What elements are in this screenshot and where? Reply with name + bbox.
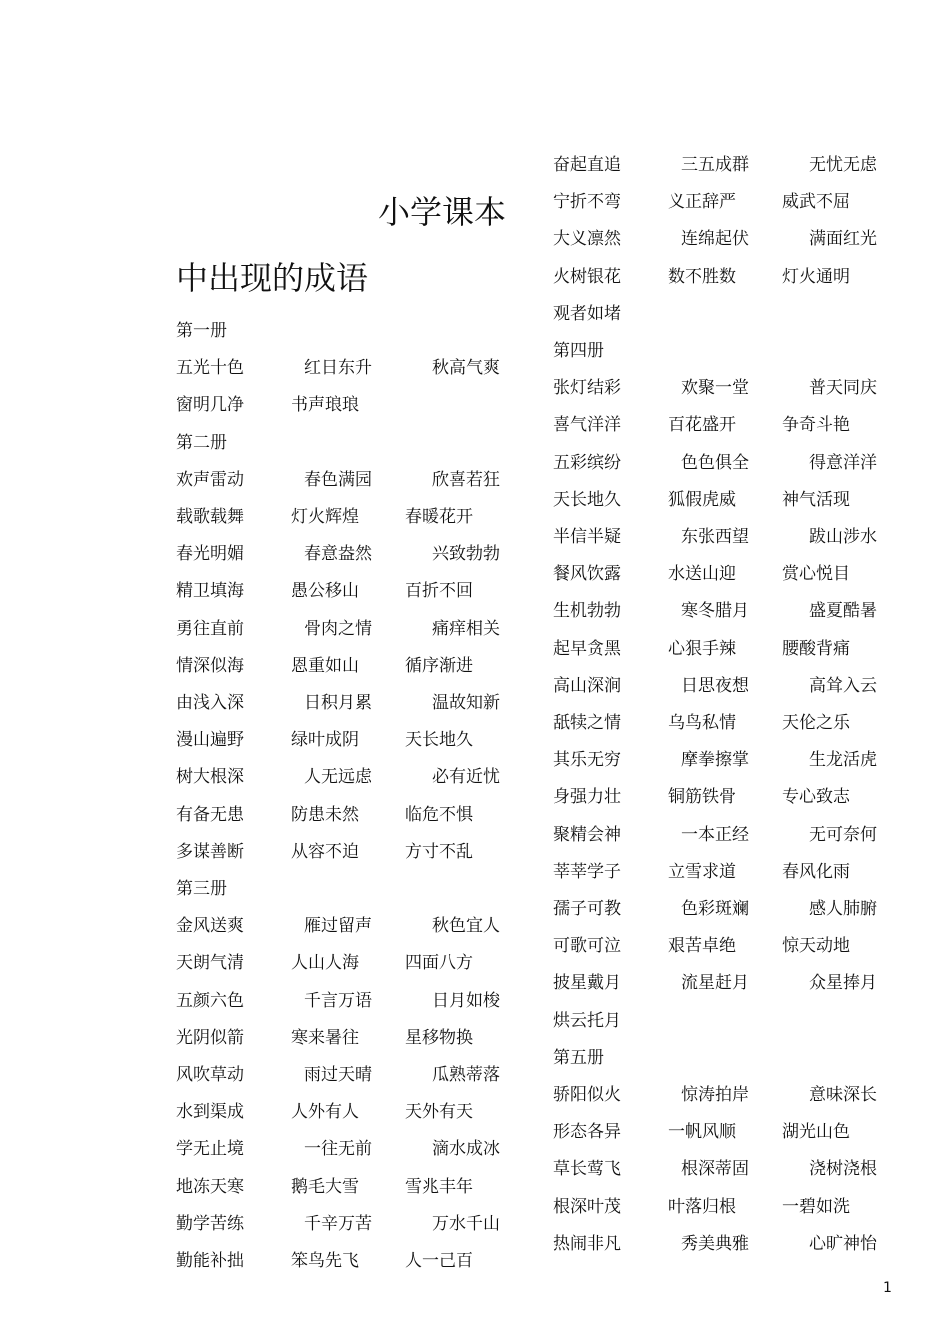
- idiom: 绿叶成阴: [291, 730, 359, 751]
- idiom: 金风送爽: [176, 916, 244, 937]
- idiom: 热闹非凡: [553, 1233, 621, 1254]
- idiom-row: [176, 541, 500, 567]
- idiom: 寒来暑往: [291, 1027, 359, 1048]
- idiom: 形态各异: [553, 1122, 621, 1143]
- idiom-row: [553, 561, 877, 587]
- idiom: 张灯结彩: [553, 378, 621, 399]
- idiom-row: [553, 784, 877, 810]
- idiom: 必有近忧: [432, 767, 500, 788]
- idiom-row: [176, 802, 500, 828]
- idiom: 春风化雨: [782, 861, 850, 882]
- idiom: 观者如堵: [553, 303, 621, 324]
- idiom: 有备无患: [176, 804, 244, 825]
- idiom: 秀美典雅: [681, 1233, 749, 1254]
- idiom: 聚精会神: [553, 824, 621, 845]
- idiom: 宁折不弯: [553, 192, 621, 213]
- idiom: 骄阳似火: [553, 1085, 621, 1105]
- idiom: 天朗气清: [176, 953, 244, 974]
- idiom-row: [176, 504, 500, 530]
- idiom: 笨鸟先飞: [291, 1251, 359, 1271]
- idiom-row: [553, 1194, 877, 1220]
- idiom: 心旷神怡: [809, 1233, 877, 1254]
- idiom-row: [176, 950, 500, 976]
- idiom: 奋起直追: [553, 155, 621, 175]
- title-line-2: 中出现的成语: [176, 259, 369, 297]
- idiom: 骨肉之情: [304, 618, 372, 639]
- idiom: 生机勃勃: [553, 601, 621, 622]
- idiom: 流星赶月: [681, 973, 749, 994]
- idiom: 精卫填海: [176, 581, 244, 602]
- idiom-row: [553, 226, 877, 252]
- idiom: 起早贪黑: [553, 638, 621, 659]
- idiom: 叶落归根: [668, 1196, 736, 1217]
- idiom-row: [176, 727, 500, 753]
- idiom-row: [553, 598, 877, 624]
- idiom: 勤能补拙: [176, 1251, 244, 1271]
- idiom: 漫山遍野: [176, 730, 244, 751]
- idiom-row: [553, 747, 877, 773]
- idiom: 雁过留声: [304, 916, 372, 937]
- idiom-row: [553, 1119, 877, 1145]
- idiom-row: [553, 264, 877, 290]
- idiom: 腰酸背痛: [782, 638, 850, 659]
- idiom: 春暖花开: [405, 507, 473, 527]
- idiom-row: [553, 933, 877, 959]
- idiom: 从容不迫: [291, 841, 359, 862]
- idiom: 得意洋洋: [809, 452, 877, 473]
- idiom: 身强力壮: [553, 787, 621, 808]
- idiom: 百折不回: [405, 581, 473, 602]
- idiom: 一往无前: [304, 1139, 372, 1160]
- idiom: 五光十色: [176, 358, 244, 379]
- idiom: 雨过天晴: [304, 1065, 372, 1085]
- idiom: 瓜熟蒂落: [432, 1065, 500, 1085]
- idiom: 秋高气爽: [432, 358, 500, 379]
- idiom: 艰苦卓绝: [668, 936, 736, 957]
- idiom: 春意盎然: [304, 544, 372, 565]
- idiom-row: [176, 616, 500, 642]
- idiom-row: [176, 1062, 500, 1088]
- idiom: 温故知新: [432, 693, 500, 713]
- idiom: 可歌可泣: [553, 936, 621, 957]
- idiom: 火树银花: [553, 266, 621, 287]
- idiom: 其乐无穷: [553, 750, 621, 771]
- idiom: 喜气洋洋: [553, 415, 621, 436]
- idiom: 星移物换: [405, 1027, 473, 1048]
- idiom-row: [176, 690, 500, 716]
- volume-heading-text: 第三册: [176, 879, 227, 899]
- idiom: 根深蒂固: [681, 1159, 749, 1180]
- idiom: 灯火通明: [782, 266, 850, 287]
- idiom: 威武不屈: [782, 192, 850, 213]
- title-line-1: 小学课本: [377, 193, 506, 231]
- idiom-row: [553, 450, 877, 476]
- idiom: 舐犊之情: [553, 713, 621, 733]
- idiom: 寒冬腊月: [681, 601, 749, 622]
- idiom-row: [176, 1248, 500, 1274]
- idiom: 窗明几净: [176, 395, 244, 416]
- idiom: 勤学苦练: [176, 1213, 244, 1234]
- idiom-row: [553, 1082, 877, 1108]
- idiom: 争奇斗艳: [782, 415, 850, 436]
- volume-heading: [176, 876, 500, 902]
- idiom: 痛痒相关: [432, 618, 500, 639]
- volume-heading-text: 第一册: [176, 321, 227, 341]
- idiom: 东张西望: [681, 527, 749, 547]
- idiom: 满面红光: [809, 229, 877, 250]
- idiom: 临危不惧: [405, 804, 473, 825]
- idiom: 一帆风顺: [668, 1122, 736, 1143]
- idiom: 连绵起伏: [681, 229, 749, 250]
- idiom: 惊天动地: [782, 936, 850, 957]
- idiom-row: [553, 896, 877, 922]
- idiom: 莘莘学子: [553, 861, 621, 882]
- idiom: 高山深涧: [553, 675, 621, 696]
- volume-heading: [176, 318, 500, 344]
- idiom-row: [553, 189, 877, 215]
- idiom: 由浅入深: [176, 693, 244, 713]
- idiom-row: [176, 355, 500, 381]
- idiom: 人无远虑: [304, 767, 372, 788]
- idiom: 色色俱全: [681, 452, 749, 473]
- idiom-row: [553, 1231, 877, 1257]
- idiom: 铜筋铁骨: [668, 787, 736, 808]
- idiom: 一碧如洗: [782, 1196, 850, 1217]
- idiom: 日思夜想: [681, 675, 749, 696]
- idiom: 学无止境: [176, 1139, 244, 1160]
- idiom: 立雪求道: [668, 861, 736, 882]
- idiom: 人山人海: [291, 953, 359, 974]
- idiom: 多谋善断: [176, 841, 244, 862]
- idiom-row: [176, 764, 500, 790]
- volume-heading: [553, 338, 877, 364]
- idiom: 四面八方: [405, 953, 473, 974]
- idiom-row: [553, 859, 877, 885]
- idiom: 三五成群: [681, 155, 749, 175]
- idiom: 孺子可教: [553, 899, 621, 919]
- idiom-row: [176, 988, 500, 1014]
- idiom-row: [176, 1211, 500, 1237]
- idiom: 光阴似箭: [176, 1027, 244, 1048]
- volume-heading: [553, 1045, 877, 1071]
- idiom: 雪兆丰年: [405, 1176, 473, 1197]
- idiom-row: [176, 467, 500, 493]
- idiom-row: [176, 578, 500, 604]
- idiom: 树大根深: [176, 767, 244, 788]
- idiom: 餐风饮露: [553, 564, 621, 585]
- idiom: 无忧无虑: [809, 155, 877, 175]
- volume-heading: [176, 430, 500, 456]
- idiom: 千辛万苦: [304, 1213, 372, 1234]
- page-number: 1: [883, 1280, 892, 1296]
- idiom-row: [176, 1136, 500, 1162]
- idiom: 赏心悦目: [782, 564, 850, 585]
- idiom: 烘云托月: [553, 1010, 621, 1031]
- idiom: 天长地久: [405, 730, 473, 751]
- idiom: 恩重如山: [291, 655, 359, 676]
- idiom: 欢声雷动: [176, 469, 244, 490]
- idiom-row: [553, 970, 877, 996]
- idiom: 跋山涉水: [809, 527, 877, 547]
- idiom: 披星戴月: [553, 973, 621, 994]
- idiom: 草长莺飞: [553, 1159, 621, 1180]
- idiom: 愚公移山: [291, 581, 359, 602]
- idiom: 灯火辉煌: [291, 507, 359, 527]
- idiom: 水送山迎: [668, 564, 736, 585]
- idiom: 五彩缤纷: [553, 452, 621, 473]
- idiom: 勇往直前: [176, 618, 244, 639]
- idiom: 意味深长: [809, 1085, 877, 1105]
- idiom: 高耸入云: [809, 675, 877, 696]
- idiom-row: [176, 839, 500, 865]
- idiom-row: [176, 1099, 500, 1125]
- idiom-row: [553, 375, 877, 401]
- idiom: 狐假虎威: [668, 489, 736, 510]
- idiom-row: [553, 673, 877, 699]
- idiom: 一本正经: [681, 824, 749, 845]
- idiom-row: [553, 524, 877, 550]
- idiom: 风吹草动: [176, 1065, 244, 1085]
- idiom: 百花盛开: [668, 415, 736, 436]
- idiom: 红日东升: [304, 358, 372, 379]
- idiom: 人外有人: [291, 1102, 359, 1123]
- idiom: 五颜六色: [176, 990, 244, 1011]
- idiom-row: [553, 636, 877, 662]
- idiom-row: [176, 1174, 500, 1200]
- idiom: 欣喜若狂: [432, 469, 500, 490]
- idiom: 载歌载舞: [176, 507, 244, 527]
- volume-heading-text: 第五册: [553, 1047, 604, 1068]
- idiom: 数不胜数: [668, 266, 736, 287]
- idiom: 循序渐进: [405, 655, 473, 676]
- idiom-row: [553, 822, 877, 848]
- idiom: 千言万语: [304, 990, 372, 1011]
- idiom: 色彩斑斓: [681, 899, 749, 919]
- idiom: 水到渠成: [176, 1102, 244, 1123]
- idiom: 日积月累: [304, 693, 372, 713]
- idiom: 春光明媚: [176, 544, 244, 565]
- idiom: 日月如梭: [432, 990, 500, 1011]
- idiom: 心狠手辣: [668, 638, 736, 659]
- idiom: 无可奈何: [809, 824, 877, 845]
- idiom: 鹅毛大雪: [291, 1176, 359, 1197]
- idiom-row: [176, 913, 500, 939]
- idiom: 乌鸟私情: [668, 713, 736, 733]
- idiom: 义正辞严: [668, 192, 736, 213]
- idiom: 欢聚一堂: [681, 378, 749, 399]
- idiom: 普天同庆: [809, 378, 877, 399]
- idiom-row: [176, 653, 500, 679]
- idiom: 惊涛拍岸: [681, 1085, 749, 1105]
- idiom: 人一己百: [405, 1251, 473, 1271]
- idiom: 天外有天: [405, 1102, 473, 1123]
- idiom-row: [553, 152, 877, 178]
- volume-heading-text: 第四册: [553, 341, 604, 361]
- idiom: 神气活现: [782, 489, 850, 510]
- idiom-row: [553, 1008, 877, 1034]
- idiom: 书声琅琅: [291, 395, 359, 416]
- idiom-row: [176, 392, 500, 418]
- idiom-row: [553, 487, 877, 513]
- idiom: 滴水成冰: [432, 1139, 500, 1160]
- idiom: 湖光山色: [782, 1122, 850, 1143]
- idiom-row: [553, 710, 877, 736]
- idiom: 兴致勃勃: [432, 544, 500, 565]
- idiom-row: [553, 412, 877, 438]
- idiom: 地冻天寒: [176, 1176, 244, 1197]
- idiom-row: [553, 301, 877, 327]
- idiom: 方寸不乱: [405, 841, 473, 862]
- idiom: 专心致志: [782, 787, 850, 808]
- idiom: 春色满园: [304, 469, 372, 490]
- idiom: 浇树浇根: [809, 1159, 877, 1180]
- idiom: 生龙活虎: [809, 750, 877, 771]
- idiom: 根深叶茂: [553, 1196, 621, 1217]
- idiom: 半信半疑: [553, 527, 621, 547]
- idiom: 秋色宜人: [432, 916, 500, 937]
- volume-heading-text: 第二册: [176, 432, 227, 453]
- idiom: 大义凛然: [553, 229, 621, 250]
- idiom: 盛夏酷暑: [809, 601, 877, 622]
- idiom: 天长地久: [553, 489, 621, 510]
- idiom-row: [176, 1025, 500, 1051]
- idiom-row: [553, 1156, 877, 1182]
- idiom: 防患未然: [291, 804, 359, 825]
- idiom: 天伦之乐: [782, 713, 850, 733]
- idiom: 万水千山: [432, 1213, 500, 1234]
- idiom: 感人肺腑: [809, 899, 877, 919]
- idiom: 众星捧月: [809, 973, 877, 994]
- idiom: 摩拳擦掌: [681, 750, 749, 771]
- idiom: 情深似海: [176, 655, 244, 676]
